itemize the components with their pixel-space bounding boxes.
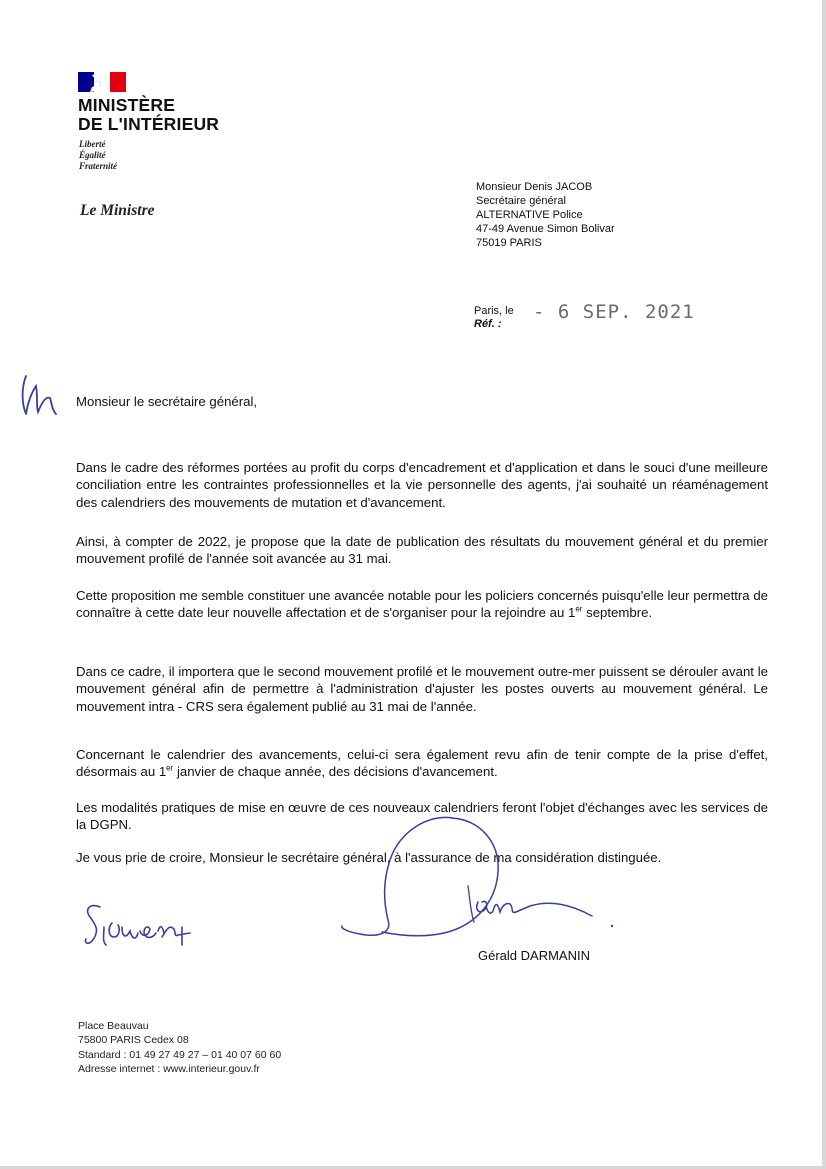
ordinal-suffix: er [166,764,174,774]
paragraph-5-text: Concernant le calendrier des avancements, celui-ci sera également revu afin de tenir compte de la prise d'effet, désormais au 1 [76,747,768,780]
paragraph-2: Ainsi, à compter de 2022, je propose que la date de publication des résultats du mouvement général et du premier mouvement profilé de l'année soit avancée au 31 mai. [76,534,768,567]
ref-label: Réf. : [474,318,502,330]
recipient-line: 75019 PARIS [476,237,542,249]
ordinal-suffix: er [575,605,583,615]
ministry-name [78,96,219,134]
paragraph-5 [76,746,768,781]
recipient-line: ALTERNATIVE Police [476,209,583,221]
footer-line: Adresse internet : www.interieur.gouv.fr [78,1063,260,1076]
motto-fraternite: Fraternité [79,161,118,171]
motto-egalite: Égalité [79,150,106,160]
salutation: Monsieur le secrétaire général, [76,394,258,409]
footer-line: Place Beauvau [78,1020,149,1032]
scan-edge-right [822,0,826,1169]
paragraph-6: Les modalités pratiques de mise en œuvre de ces nouveaux calendriers feront l'objet d'échanges avec les services de la DGPN. [76,800,768,833]
dateline [474,305,514,331]
author-title: Le Ministre [80,202,155,219]
recipient-address [476,180,615,250]
paragraph-1: Dans le cadre des réformes portées au profit du corps d'encadrement et d'application et dans le souci d'une meilleure conciliation entre les contraintes professionnelles et la vie personnelle des agents, j'ai souhaité un réaménagement des calendriers des mouvements de mutation et d'avancement. [76,460,768,510]
footer-line: Standard : 01 49 27 49 27 – 01 40 07 60 60 [78,1048,282,1061]
recipient-line: Secrétaire général [476,195,566,207]
recipient-line: Monsieur Denis JACOB [476,181,593,193]
paragraph-5-end: janvier de chaque année, des décisions d'avancement. [173,764,498,780]
ministry-line-2: DE L'INTÉRIEUR [78,114,220,134]
paragraph-3-text: Cette proposition me semble constituer une avancée notable pour les policiers concernés puisqu'elle leur permettra de connaître à cette date leur nouvelle affectation et de s'organiser pour la rejoindre au 1 [76,588,768,621]
motto-liberte: Liberté [79,139,106,149]
minister-signature [330,812,620,947]
closing-formula: Je vous prie de croire, Monsieur le secrétaire général, à l'assurance de ma considération distinguée. [76,850,662,865]
recipient-line: 47-49 Avenue Simon Bolivar [476,223,615,235]
marianne-logo [78,72,126,92]
handwritten-note [78,897,198,957]
handwritten-initials [18,372,62,422]
paragraph-4: Dans ce cadre, il importera que le second mouvement profilé et le mouvement outre-mer puissent se dérouler avant le mouvement général afin de permettre à l'administration d'ajuster les postes ouverts au mouvement général. Le mouvement intra - CRS sera également publié au 31 mai de l'année. [76,664,768,714]
paragraph-3 [76,587,768,622]
footer-address [78,1019,281,1077]
date-stamp: - 6 SEP. 2021 [533,301,695,323]
paragraph-3-end: septembre. [582,605,653,621]
republic-motto [79,139,117,172]
footer-line: 75800 PARIS Cedex 08 [78,1034,189,1047]
signer-name: Gérald DARMANIN [478,948,590,963]
ministry-line-1: MINISTÈRE [78,95,176,115]
place-label: Paris, le [474,305,514,317]
